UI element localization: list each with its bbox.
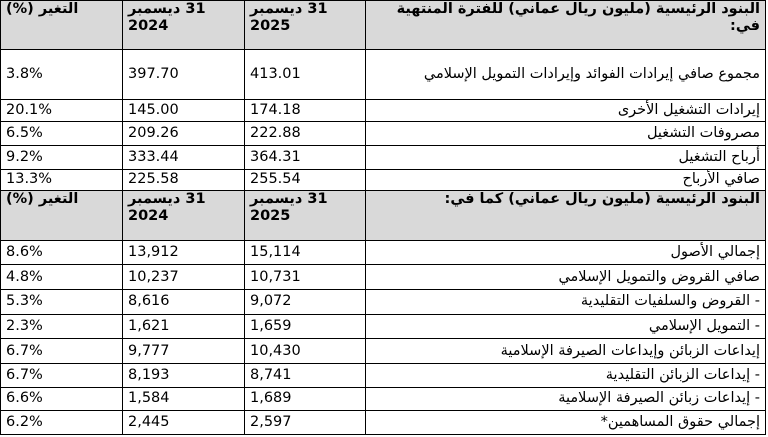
- change-percent: 6.7%: [1, 364, 123, 388]
- header-year-2024-year: 2024: [128, 18, 169, 34]
- change-percent: 9.2%: [1, 145, 123, 169]
- table-row: [1, 314, 766, 339]
- value-2025: 10,430: [245, 339, 366, 364]
- value-2025: 1,689: [245, 387, 366, 411]
- table-row: [1, 145, 766, 169]
- table-row: [1, 122, 766, 146]
- row-label: مجموع صافي إيرادات الفوائد وإيرادات التمويل الإسلامي: [366, 50, 766, 99]
- header-year-2025: [245, 1, 366, 50]
- change-percent: 3.8%: [1, 50, 123, 99]
- row-label: صافي الأرباح: [366, 169, 766, 190]
- change-percent: 4.8%: [1, 265, 123, 290]
- change-percent: 13.3%: [1, 169, 123, 190]
- value-2024: 13,912: [123, 240, 245, 265]
- table-row: [1, 169, 766, 190]
- header-label: البنود الرئيسية (مليون ريال عماني) للفترة المنتهية في:: [366, 1, 766, 50]
- row-label: - التمويل الإسلامي: [366, 314, 766, 339]
- table-row: [1, 240, 766, 265]
- header-year-2024: [123, 1, 245, 50]
- header-year-2025: [245, 191, 366, 240]
- change-percent: 5.3%: [1, 289, 123, 314]
- row-label: - إيداعات زبائن الصيرفة الإسلامية: [366, 387, 766, 411]
- change-percent: 6.2%: [1, 411, 123, 435]
- value-2024: 10,237: [123, 265, 245, 290]
- row-label: إجمالي حقوق المساهمين*: [366, 411, 766, 435]
- value-2025: 9,072: [245, 289, 366, 314]
- value-2024: 1,584: [123, 387, 245, 411]
- row-label: أرباح التشغيل: [366, 145, 766, 169]
- change-percent: 6.5%: [1, 122, 123, 146]
- header-year-2025-year: 2025: [250, 18, 291, 34]
- table-row: [1, 339, 766, 364]
- value-2025: 222.88: [245, 122, 366, 146]
- value-2024: 397.70: [123, 50, 245, 99]
- row-label: إجمالي الأصول: [366, 240, 766, 265]
- change-percent: 6.6%: [1, 387, 123, 411]
- table-row: [1, 50, 766, 99]
- value-2024: 8,193: [123, 364, 245, 388]
- row-label: إيرادات التشغيل الأخرى: [366, 99, 766, 122]
- value-2024: 333.44: [123, 145, 245, 169]
- header-change: التغير (%): [1, 1, 123, 50]
- value-2025: 174.18: [245, 99, 366, 122]
- row-label: - إيداعات الزبائن التقليدية: [366, 364, 766, 388]
- value-2025: 255.54: [245, 169, 366, 190]
- value-2025: 413.01: [245, 50, 366, 99]
- value-2024: 9,777: [123, 339, 245, 364]
- table-row: [1, 99, 766, 122]
- value-2024: 225.58: [123, 169, 245, 190]
- value-2025: 10,731: [245, 265, 366, 290]
- row-label: إيداعات الزبائن وإيداعات الصيرفة الإسلامية: [366, 339, 766, 364]
- value-2025: 2,597: [245, 411, 366, 435]
- row-label: - القروض والسلفيات التقليدية: [366, 289, 766, 314]
- value-2024: 2,445: [123, 411, 245, 435]
- header-year-2024-date: 31 ديسمبر: [128, 1, 206, 17]
- header-year-2025-date: 31 ديسمبر: [250, 191, 328, 208]
- row-label: مصروفات التشغيل: [366, 122, 766, 146]
- header-year-2024-date: 31 ديسمبر: [128, 191, 206, 208]
- header-year-2024: [123, 191, 245, 240]
- table-row: [1, 411, 766, 435]
- header-row: [1, 1, 766, 50]
- row-label: صافي القروض والتمويل الإسلامي: [366, 265, 766, 290]
- table-row: [1, 265, 766, 290]
- change-percent: 6.7%: [1, 339, 123, 364]
- header-year-2025-date: 31 ديسمبر: [250, 1, 328, 17]
- table-row: [1, 387, 766, 411]
- table-row: [1, 364, 766, 388]
- value-2024: 1,621: [123, 314, 245, 339]
- header-row: [1, 191, 766, 240]
- value-2024: 145.00: [123, 99, 245, 122]
- change-percent: 2.3%: [1, 314, 123, 339]
- change-percent: 8.6%: [1, 240, 123, 265]
- value-2025: 1,659: [245, 314, 366, 339]
- financial-table-body: [1, 1, 766, 435]
- header-change: التغير (%): [1, 191, 123, 240]
- value-2025: 8,741: [245, 364, 366, 388]
- value-2025: 364.31: [245, 145, 366, 169]
- table-row: [1, 289, 766, 314]
- value-2024: 209.26: [123, 122, 245, 146]
- value-2024: 8,616: [123, 289, 245, 314]
- header-year-2025-year: 2025: [250, 208, 291, 225]
- change-percent: 20.1%: [1, 99, 123, 122]
- value-2025: 15,114: [245, 240, 366, 265]
- header-label: البنود الرئيسية (مليون ريال عماني) كما في:: [366, 191, 766, 240]
- header-year-2024-year: 2024: [128, 208, 169, 225]
